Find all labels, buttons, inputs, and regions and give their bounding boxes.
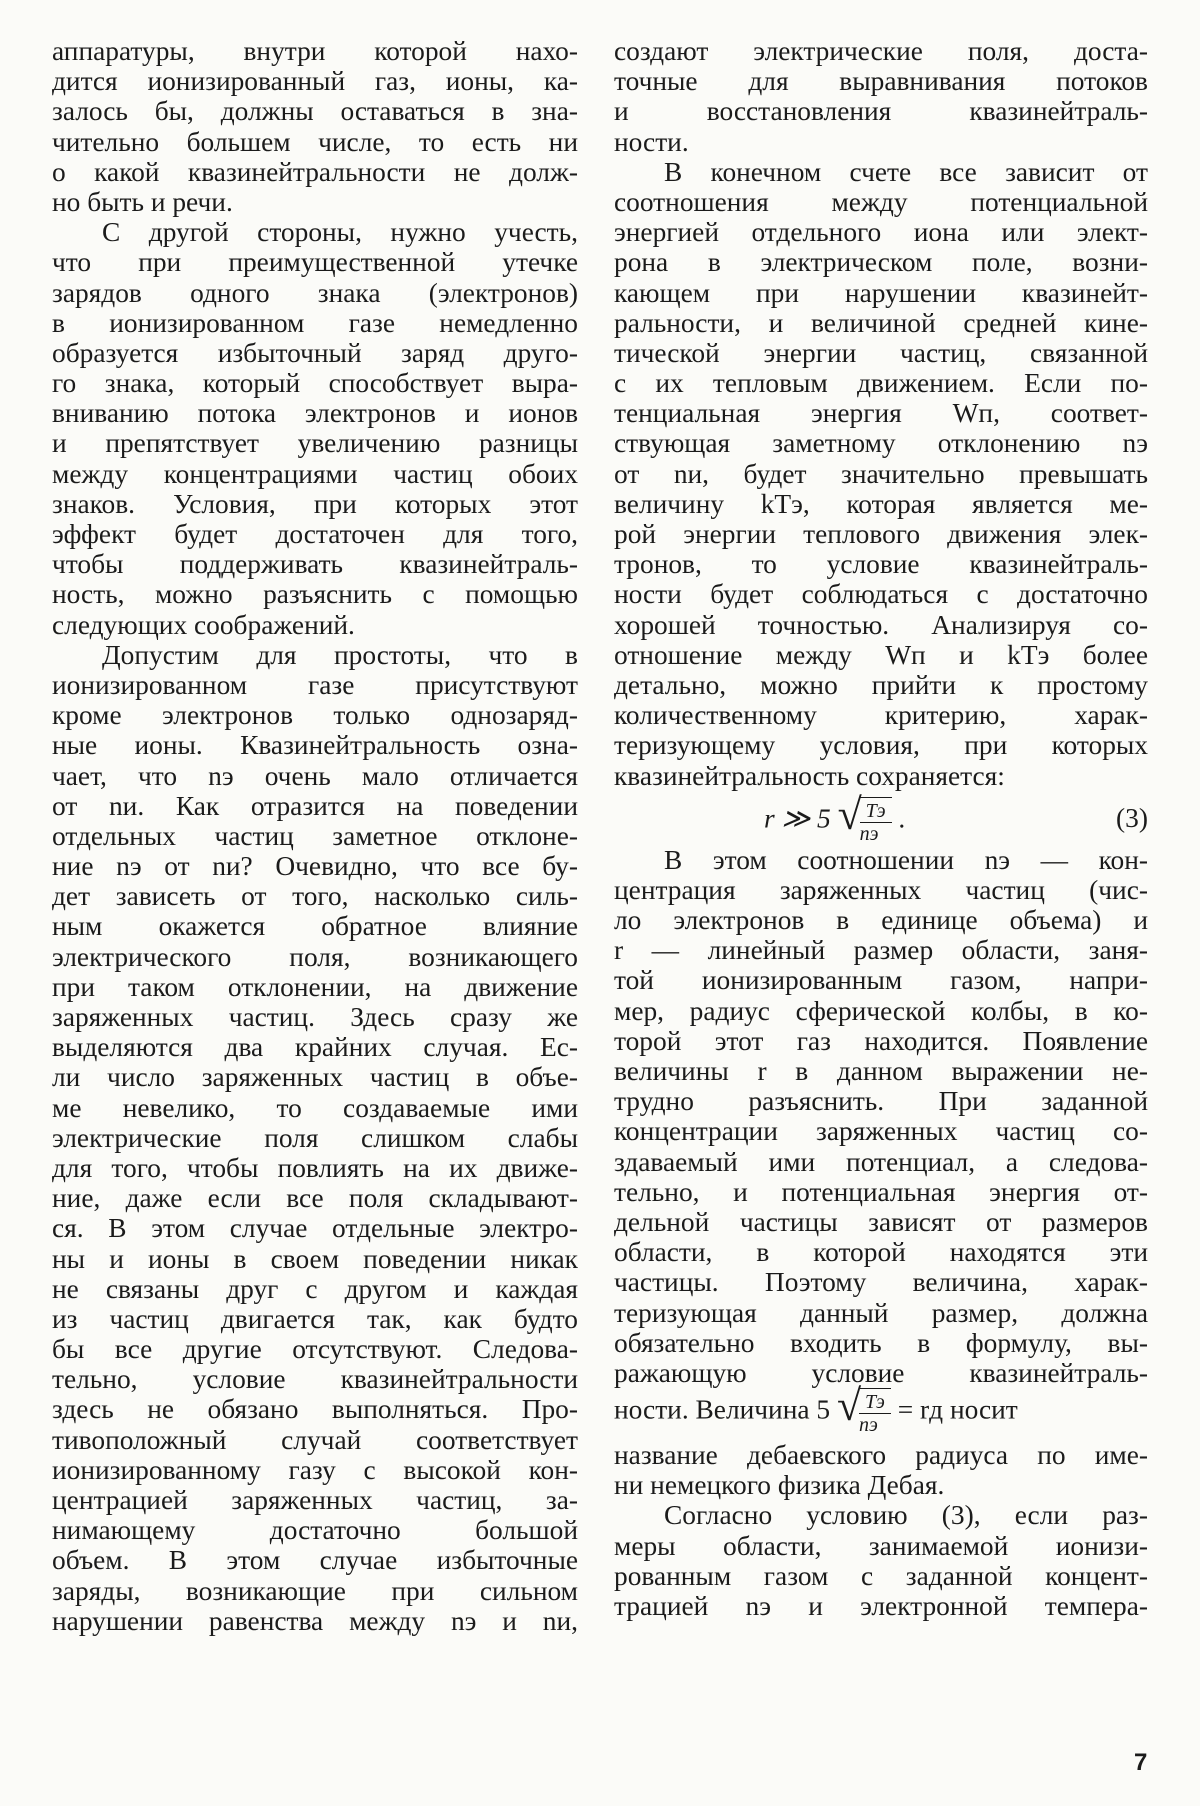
inline-formula-after: = rд носит xyxy=(897,1394,1018,1425)
text-line: Согласно условию (3), если раз- xyxy=(664,1500,1148,1531)
text-line: ные ионы. Квазинейтральность озна- xyxy=(52,730,578,761)
text-line: тельно, условие квазинейтральности xyxy=(52,1364,578,1395)
text-line: электрического поля, возникающего xyxy=(52,941,578,972)
text-line: нимающему достаточно большой xyxy=(52,1515,578,1546)
text-line: ражающую условие квазинейтраль- xyxy=(614,1357,1148,1388)
text-line: центрацией заряженных частиц, за- xyxy=(52,1485,578,1515)
text-line: ность, можно разъяснить с помощью xyxy=(52,579,578,610)
inline-formula-numerator: Tэ xyxy=(859,1391,891,1414)
text-line: дельной частицы зависят от размеров xyxy=(614,1206,1148,1237)
text-line: тронов, то условие квазинейтраль- xyxy=(614,549,1148,580)
text-line: создают электрические поля, доста- xyxy=(614,36,1148,66)
text-line: точные для выравнивания потоков xyxy=(614,66,1148,97)
inline-formula-denominator: nэ xyxy=(858,1414,878,1437)
formula-lhs: r ≫ 5 xyxy=(764,802,831,833)
text-line: В конечном счете все зависит от xyxy=(664,156,1148,187)
text-line: рой энергии теплового движения элек- xyxy=(614,519,1148,549)
right-column-part-b xyxy=(614,845,1148,1388)
page-number: 7 xyxy=(1134,1749,1148,1776)
text-line: отношение между Wп и kTэ более xyxy=(614,639,1148,670)
text-line: центрация заряженных частиц (чис- xyxy=(614,874,1148,905)
inline-formula-fraction xyxy=(859,1391,891,1436)
text-line: величины r в данном выражении не- xyxy=(614,1056,1148,1086)
text-line: заряды, возникающие при сильном xyxy=(52,1575,578,1606)
text-line: ионизированному газу с высокой кон- xyxy=(52,1454,578,1485)
text-line: название дебаевского радиуса по име- xyxy=(614,1440,1148,1471)
text-line: ся. В этом случае отдельные электро- xyxy=(52,1213,578,1244)
text-line: вниванию потока электронов и ионов xyxy=(52,398,578,429)
text-line: зарядов одного знака (электронов) xyxy=(52,277,578,308)
text-line: тивоположный случай соответствует xyxy=(52,1424,578,1455)
text-line: энергией отдельного иона или элект- xyxy=(614,217,1148,248)
formula-expression xyxy=(764,789,906,845)
text-line: квазинейтральность сохраняется: xyxy=(614,760,1005,791)
text-line: ным окажется обратное влияние xyxy=(52,911,578,942)
text-line: ме невелико, то создаваемые ими xyxy=(52,1092,578,1123)
text-line: отдельных частиц заметное отклоне- xyxy=(52,820,578,851)
text-line: величину kTэ, которая является ме- xyxy=(614,488,1148,519)
text-line: го знака, который способствует выра- xyxy=(52,368,578,399)
text-line: при таком отклонении, на движение xyxy=(52,971,578,1002)
text-line: что при преимущественной утечке xyxy=(52,247,578,278)
text-line: ны и ионы в своем поведении никак xyxy=(52,1243,578,1274)
inline-formula-radical: √ $\frac{Tэ}{nэ}$ xyxy=(837,1388,891,1436)
text-line: нарушении равенства между nэ и nи, xyxy=(52,1605,578,1636)
text-line: образуется избыточный заряд друго- xyxy=(52,337,578,368)
text-line: ности будет соблюдаться с достаточно xyxy=(614,579,1148,610)
text-line: теризующая данный размер, должна xyxy=(614,1297,1148,1328)
text-line: между концентрациями частиц обоих xyxy=(52,458,578,489)
right-column-part-c xyxy=(614,1440,1148,1621)
text-line: ли число заряженных частиц в объе- xyxy=(52,1062,578,1093)
formula-3 xyxy=(614,789,1148,845)
text-line: обязательно входить в формулу, вы- xyxy=(614,1327,1148,1358)
text-line: и восстановления квазинейтраль- xyxy=(614,96,1148,127)
text-line: рона в электрическом поле, возни- xyxy=(614,247,1148,278)
formula-fraction xyxy=(860,800,892,845)
text-line: кающем при нарушении квазинейт- xyxy=(614,277,1148,308)
text-line: В этом соотношении nэ — кон- xyxy=(664,844,1148,875)
text-line: мер, радиус сферической колбы, в ко- xyxy=(614,995,1148,1026)
text-line: дет зависеть от того, насколько силь- xyxy=(52,881,578,912)
formula-number: (3) xyxy=(1116,802,1148,833)
text-line: от nи. Как отразится на поведении xyxy=(52,790,578,821)
text-line: здесь не обязано выполняться. Про- xyxy=(52,1394,578,1425)
text-line: электрические поля слишком слабы xyxy=(52,1122,578,1153)
text-line: и препятствует увеличению разницы xyxy=(52,428,578,459)
text-line: о какой квазинейтральности не долж- xyxy=(52,156,578,187)
right-column xyxy=(614,36,1148,1621)
text-line: рованным газом с заданной концент- xyxy=(614,1560,1148,1591)
text-line: бы все другие отсутствуют. Следова- xyxy=(52,1334,578,1365)
formula-denominator: nэ xyxy=(859,822,879,845)
text-line: трацией nэ и электронной темпера- xyxy=(614,1591,1148,1621)
text-line: r — линейный размер области, заня- xyxy=(614,935,1148,966)
text-line: области, в которой находятся эти xyxy=(614,1237,1148,1268)
text-line: объем. В этом случае избыточные xyxy=(52,1545,578,1576)
text-line: тической энергии частиц, связанной xyxy=(614,337,1148,368)
text-line: аппаратуры, внутри которой нахо- xyxy=(52,36,578,66)
text-line: торой этот газ находится. Появление xyxy=(614,1025,1148,1056)
right-column-part-a xyxy=(614,36,1148,791)
text-line: но быть и речи. xyxy=(52,186,233,217)
text-line: хорошей точностью. Анализируя со- xyxy=(614,609,1148,640)
text-line: концентрации заряженных частиц со- xyxy=(614,1116,1148,1147)
text-line: ние, даже если все поля складывают- xyxy=(52,1183,578,1214)
text-line: от nи, будет значительно превышать xyxy=(614,458,1148,489)
text-line: ствующая заметному отклонению nэ xyxy=(614,428,1148,459)
inline-formula-before: ности. Величина 5 xyxy=(614,1394,831,1425)
text-line: тенциальная энергия Wп, соответ- xyxy=(614,398,1148,429)
text-line: С другой стороны, нужно учесть, xyxy=(102,217,578,248)
text-line: меры области, занимаемой ионизи- xyxy=(614,1530,1148,1561)
text-line: залось бы, должны оставаться в зна- xyxy=(52,96,578,127)
text-line: ни немецкого физика Дебая. xyxy=(614,1470,945,1501)
text-line: тельно, и потенциальная энергия от- xyxy=(614,1176,1148,1207)
text-line: из частиц двигается так, как будто xyxy=(52,1303,578,1334)
text-line: следующих соображений. xyxy=(52,609,355,640)
text-line: ионизированном газе присутствуют xyxy=(52,669,578,700)
text-line: ло электронов в единице объема) и xyxy=(614,905,1148,936)
text-line: выделяются два крайних случая. Ес- xyxy=(52,1032,578,1063)
text-line: ральности, и величиной средней кине- xyxy=(614,307,1148,338)
text-line: кроме электронов только однозаряд- xyxy=(52,700,578,731)
formula-radical: √ $\frac{Tэ}{nэ}$ xyxy=(838,797,892,845)
text-line: ности. xyxy=(614,126,689,157)
text-line: с их тепловым движением. Если по- xyxy=(614,368,1148,399)
text-line: чтобы поддерживать квазинейтраль- xyxy=(52,549,578,580)
text-line: чает, что nэ очень мало отличается xyxy=(52,760,578,791)
text-line: трудно разъяснить. При заданной xyxy=(614,1086,1148,1117)
text-line: Допустим для простоты, что в xyxy=(102,639,578,670)
inline-formula-line xyxy=(614,1381,1148,1440)
text-line: детально, можно прийти к простому xyxy=(614,669,1148,700)
text-line: ние nэ от nи? Очевидно, что все бу- xyxy=(52,851,578,882)
text-line: заряженных частиц. Здесь сразу же xyxy=(52,1002,578,1032)
text-line: для того, чтобы повлиять на их движе- xyxy=(52,1152,578,1183)
text-line: чительно большем числе, то есть ни xyxy=(52,126,578,157)
text-line: дится ионизированный газ, ионы, ка- xyxy=(52,66,578,97)
text-line: здаваемый ими потенциал, а следова- xyxy=(614,1146,1148,1177)
text-line: теризующему условия, при которых xyxy=(614,730,1148,761)
text-line: количественному критерию, харак- xyxy=(614,700,1148,731)
text-line: знаков. Условия, при которых этот xyxy=(52,488,578,519)
formula-tail: . xyxy=(898,802,906,833)
text-line: не связаны друг с другом и каждая xyxy=(52,1273,578,1304)
text-line: соотношения между потенциальной xyxy=(614,186,1148,217)
text-line: в ионизированном газе немедленно xyxy=(52,307,578,338)
left-column xyxy=(52,36,578,1636)
text-line: эффект будет достаточен для того, xyxy=(52,519,578,549)
formula-numerator: Tэ xyxy=(860,800,892,823)
text-line: частицы. Поэтому величина, харак- xyxy=(614,1267,1148,1298)
text-line: той ионизированным газом, напри- xyxy=(614,965,1148,996)
